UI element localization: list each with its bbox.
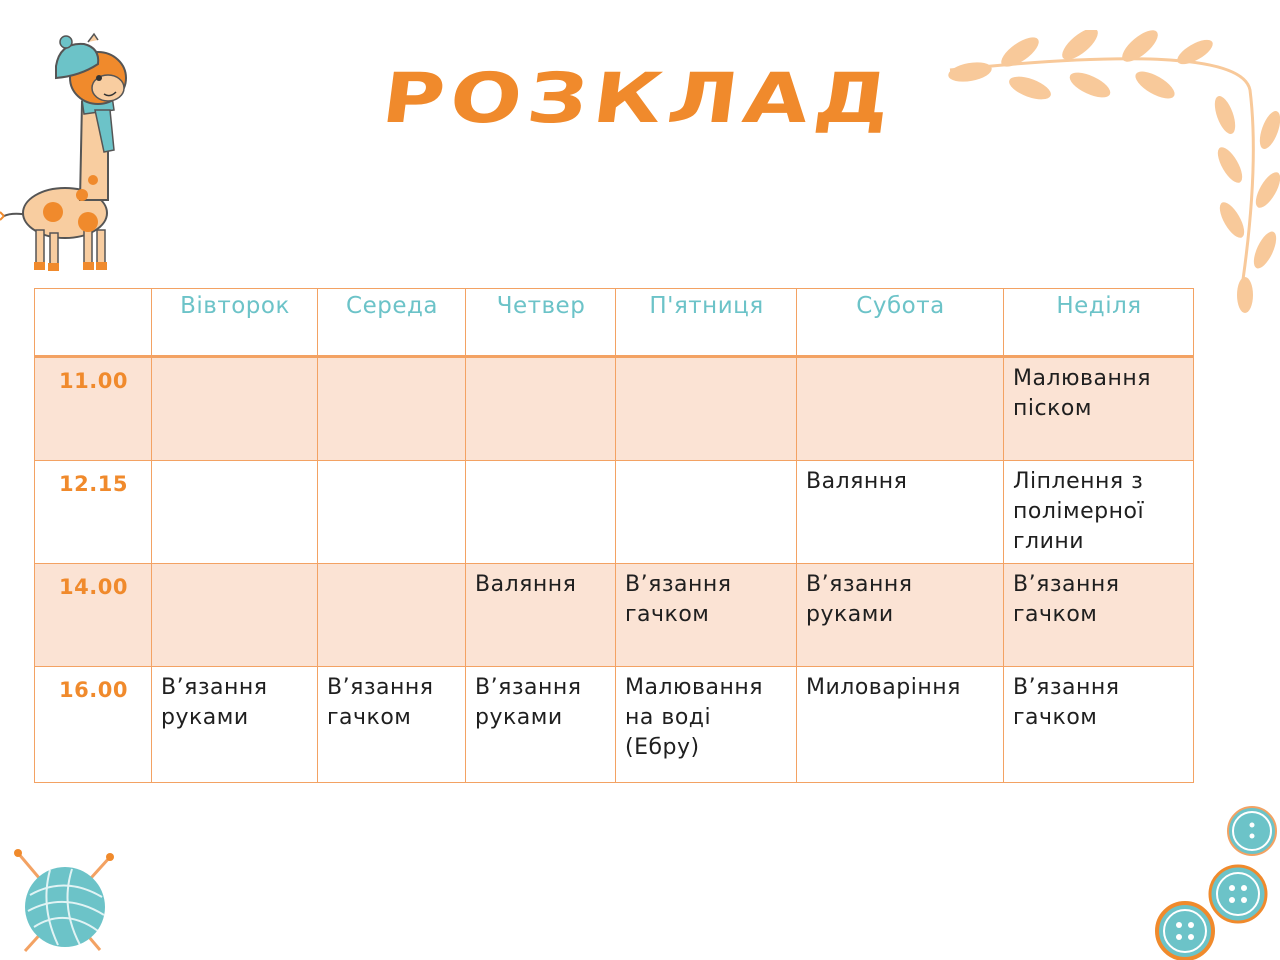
header-row bbox=[35, 289, 1194, 357]
table-cell: Малювання на воді (Ебру) bbox=[616, 667, 797, 783]
time-cell: 16.00 bbox=[35, 667, 152, 783]
time-cell: 11.00 bbox=[35, 357, 152, 461]
table-cell bbox=[318, 564, 466, 667]
table-cell: Малювання піском bbox=[1004, 357, 1194, 461]
header-cell-saturday: Субота bbox=[797, 289, 1004, 357]
table-cell: Миловаріння bbox=[797, 667, 1004, 783]
table-cell bbox=[152, 461, 318, 564]
header-cell-friday: П'ятниця bbox=[616, 289, 797, 357]
table-cell bbox=[466, 357, 616, 461]
giraffe-icon bbox=[0, 30, 140, 275]
table-row bbox=[35, 461, 1194, 564]
table-cell bbox=[797, 357, 1004, 461]
table-cell bbox=[152, 564, 318, 667]
header-cell-thursday: Четвер bbox=[466, 289, 616, 357]
button-icon bbox=[1150, 800, 1280, 960]
header-cell-empty bbox=[35, 289, 152, 357]
table-cell bbox=[466, 461, 616, 564]
table-cell: В’язання гачком bbox=[1004, 667, 1194, 783]
table-cell bbox=[318, 357, 466, 461]
time-cell: 14.00 bbox=[35, 564, 152, 667]
table-cell bbox=[152, 357, 318, 461]
table-cell: В’язання гачком bbox=[318, 667, 466, 783]
schedule-table bbox=[34, 288, 1194, 783]
table-cell: Валяння bbox=[466, 564, 616, 667]
header-cell-wednesday: Середа bbox=[318, 289, 466, 357]
page-title: РОЗКЛАД bbox=[377, 58, 901, 139]
time-cell: 12.15 bbox=[35, 461, 152, 564]
table-cell bbox=[318, 461, 466, 564]
table-cell: В’язання гачком bbox=[616, 564, 797, 667]
table-cell: Валяння bbox=[797, 461, 1004, 564]
table-row bbox=[35, 564, 1194, 667]
branch-icon bbox=[940, 30, 1280, 330]
table-cell: Ліплення з полімерної глини bbox=[1004, 461, 1194, 564]
table-cell: В’язання руками bbox=[466, 667, 616, 783]
header-cell-tuesday: Вівторок bbox=[152, 289, 318, 357]
table-row bbox=[35, 667, 1194, 783]
yarn-ball-icon bbox=[10, 845, 120, 957]
header-cell-sunday: Неділя bbox=[1004, 289, 1194, 357]
table-cell bbox=[616, 461, 797, 564]
table-cell: В’язання руками bbox=[797, 564, 1004, 667]
table-row bbox=[35, 357, 1194, 461]
table-cell bbox=[616, 357, 797, 461]
table-cell: В’язання гачком bbox=[1004, 564, 1194, 667]
table-cell: В’язання руками bbox=[152, 667, 318, 783]
